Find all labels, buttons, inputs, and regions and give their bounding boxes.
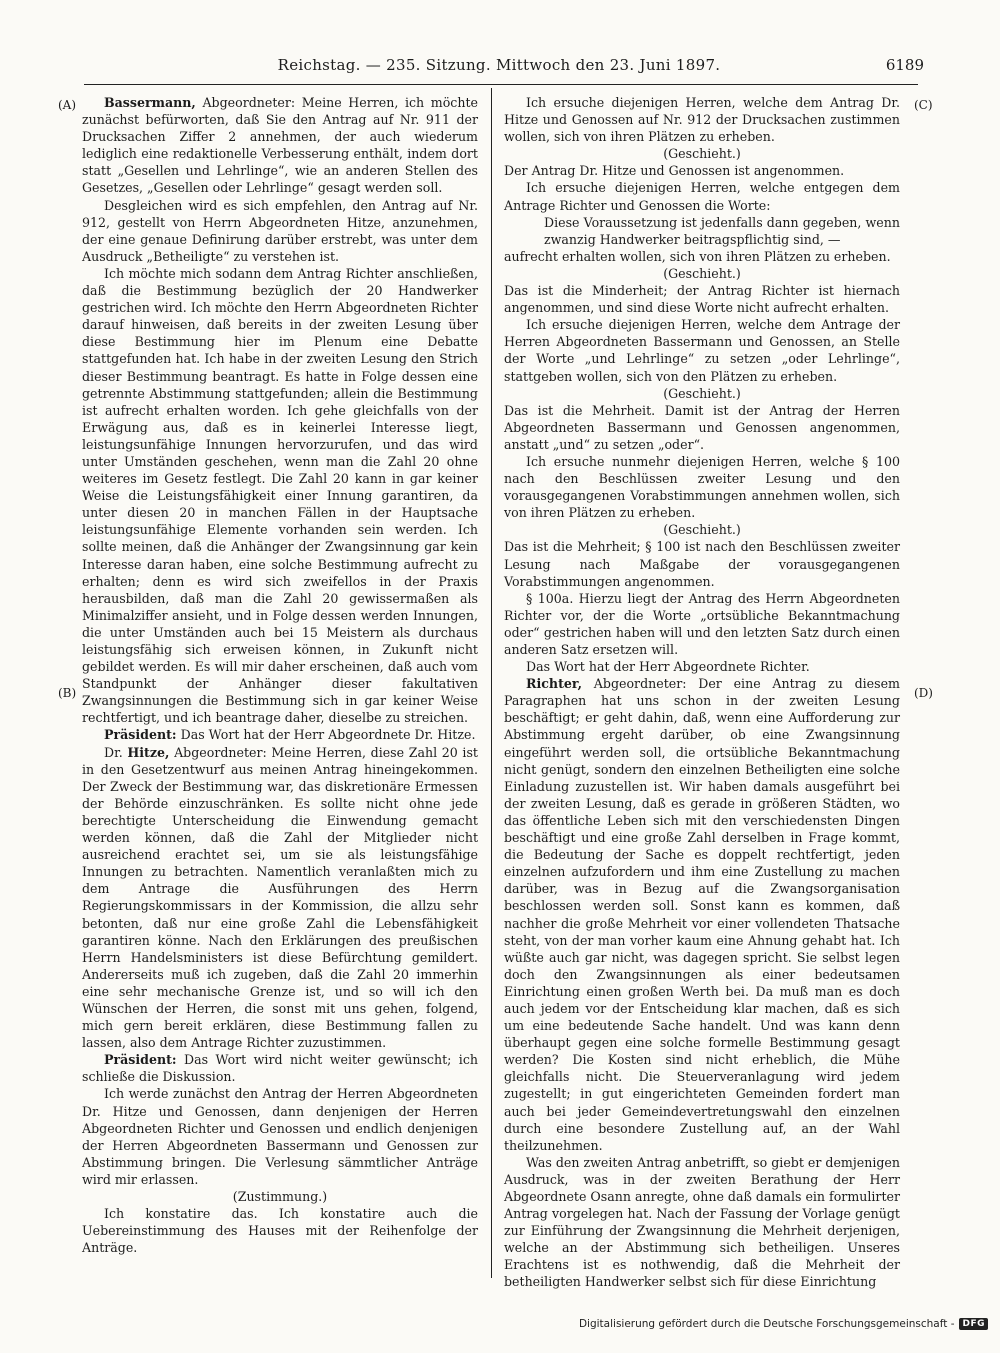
paragraph: Desgleichen wird es sich empfehlen, den Antrag auf Nr. 912, gestellt von Herrn Abgeordneten Hitze, anzunehmen, der eine genaue Definirung darüber erstrebt, was unter dem Ausdruck „Betheiligte“ zu verstehen ist. xyxy=(82,197,478,264)
paragraph: aufrecht erhalten wollen, sich von ihren Plätzen zu erheben. xyxy=(504,248,891,264)
dfg-logo: DFG xyxy=(959,1318,988,1330)
paragraph: Präsident: Das Wort wird nicht weiter gewünscht; ich schließe die Diskussion. xyxy=(82,1052,478,1085)
paragraph: Ich möchte mich sodann dem Antrag Richter anschließen, daß die Bestimmung bezüglich der 20 Handwerker gestrichen wird. Ich möchte den Herrn Abgeordneten Richter darauf hinweisen, daß bereits in der zweiten Lesung über diese Bestimmung hier im Plenum eine Debatte stattgefunden hat. Ich habe in der zweiten Lesung den Strich dieser Bestimmung beantragt. Es hatte in Folge dessen eine getrennte Abstimmung stattgefunden; allein die Bestimmung ist aufrecht erhalten worden. Ich gehe gleichfalls von der Erwägung aus, daß es in keinerlei Interesse liegt, leistungsunfähige Innungen hervorzurufen, und das wird unter Umständen geschehen, wenn man die Zahl 20 ohne weiteres im Gesetz festlegt. Die Zahl 20 kann in gar keiner Weise die Leistungsfähigkeit einer Innung garantiren, da unter diesen 20 in manchen Fällen in der Hauptsache leistungsunfähige Elemente vorhanden sein werden. Ich sollte meinen, daß die Anhänger der Zwangsinnung gar kein Interesse daran haben, eine solche Bestimmung aufrecht zu erhalten; denn es wird sich zweifellos in der Praxis herausbilden, daß man die Zahl 20 gewissermaßen als Minimalziffer ansieht, und in Folge dessen werden Innungen, die unter Umständen auch bei 15 Meistern als durchaus leistungsfähig sich erweisen können, in Zukunft nicht gebildet werden. Es will mir daher erscheinen, daß auch vom Standpunkt der Anhänger dieser fakultativen Zwangsinnungen die Bestimmung sich in gar keiner Weise rechtfertigt, und ich beantrage daher, dieselbe zu streichen. xyxy=(82,265,479,726)
speaker-name: Präsident: xyxy=(104,727,177,743)
paragraph: Ich ersuche diejenigen Herren, welche entgegen dem Antrage Richter und Genossen die Worte: xyxy=(504,180,900,213)
speaker-name: Hitze, xyxy=(127,744,170,760)
paragraph: Das ist die Mehrheit; § 100 ist nach den Beschlüssen zweiter Lesung nach Maßgabe der vorausgegangenen Vorabstimmungen angenommen. xyxy=(504,539,900,589)
paragraph: Der Antrag Dr. Hitze und Genossen ist angenommen. xyxy=(504,163,845,179)
paragraph: Bassermann, Abgeordneter: Meine Herren, ich möchte zunächst befürworten, daß Sie den Antrag auf Nr. 911 der Drucksachen Ziffer 2 annehmen, der auch wiederum lediglich eine redaktionelle Verbesserung enthält, indem dort statt „Gesellen und Lehrlinge“, wie an anderen Stellen des Gesetzes, „Gesellen oder Lehrlinge“ gesagt werden soll. xyxy=(82,95,478,196)
paragraph: Das ist die Mehrheit. Damit ist der Antrag der Herren Abgeordneten Bassermann und Genossen angenommen, anstatt „und“ zu setzen „oder“. xyxy=(504,402,900,452)
paragraph: Dr. Hitze, Abgeordneter: Meine Herren, diese Zahl 20 ist in den Gesetzentwurf aus meinen Antrag hineingekommen. Der Zweck der Bestimmung war, das diskretionäre Ermessen der Behörde einzuschränken. Es sollte nicht ohne jede berechtigte Unterscheidung die Einwendung gemacht werden können, daß die Zahl der Mitglieder nicht ausreichend erachtet sei, um sie als leistungsfähige Innungen zu betrachten. Namentlich veranlaßten mich zu dem Antrage die Ausführungen des Herrn Regierungskommissars in der Kommission, die allzu sehr betonten, daß nur eine große Zahl die Lebensfähigkeit garantiren könne. Nach den Erklärungen des preußischen Herrn Handelsministers ist diese Befürchtung gemildert. Andererseits muß ich zugeben, daß die Zahl 20 immerhin eine sehr mechanische Grenze ist, und so will ich den Wünschen der Herren, die sonst mit uns gehen, folgend, mich gern bereit erklären, diese Bestimmung fallen zu lassen, also dem Antrage Richter zuzustimmen. xyxy=(82,744,478,1051)
stage-direction: (Geschieht.) xyxy=(663,146,741,162)
paragraph: Ich ersuche nunmehr diejenigen Herren, welche § 100 nach den Beschlüssen zweiter Lesung und den vorausgegangenen Vorabstimmungen annehmen wollen, sich von ihren Plätzen zu erheben. xyxy=(504,453,900,521)
paragraph: Ich ersuche diejenigen Herren, welche dem Antrage der Herren Abgeordneten Bassermann und Genossen, an Stelle der Worte „und Lehrlinge“ zu setzen „oder Lehrlinge“, stattgeben wollen, sich von den Plätzen zu erheben. xyxy=(504,317,900,384)
page-header xyxy=(84,56,924,78)
digitization-credit xyxy=(579,1318,988,1330)
stage-direction: (Geschieht.) xyxy=(663,265,741,281)
paragraph: Ich werde zunächst den Antrag der Herren Abgeordneten Dr. Hitze und Genossen, dann denjenigen der Herren Abgeordneten Richter und Genossen und endlich denjenigen der Herren Abgeordneten Bassermann und Genossen zur Abstimmung bringen. Die Verlesung sämmtlicher Anträge wird mir erlassen. xyxy=(82,1086,478,1187)
paragraph: Das ist die Minderheit; der Antrag Richter ist hiernach angenommen, und sind diese Worte nicht aufrecht erhalten. xyxy=(504,283,900,316)
paragraph: Ich konstatire das. Ich konstatire auch die Uebereinstimmung des Hauses mit der Reihenfolge der Anträge. xyxy=(82,1206,478,1256)
left-column xyxy=(82,94,478,1280)
page-number: 6189 xyxy=(885,56,924,74)
margin-marker-d: (D) xyxy=(914,686,933,700)
header-rule xyxy=(84,84,918,85)
paragraph: Richter, Abgeordneter: Der eine Antrag zu diesem Paragraphen hat uns schon in der zweiten Lesung beschäftigt; er geht dahin, daß, wenn eine Aufforderung zur Abstimmung ergeht darüber, ob eine Zwangsinnung eingeführt werden soll, die ortsübliche Bekanntmachung nicht genügt, sondern den einzelnen Betheiligten eine solche Einladung zuzustellen ist. Wir haben damals ausgeführt bei der zweiten Lesung, daß es gerade in größeren Städten, wo das öffentliche Leben sich mit den verschiedensten Dingen beschäftigt und eine große Zahl derselben in Frage kommt, die Bedeutung der Sache es doppelt rechtfertigt, jeden einzelnen aufzufordern und ihm eine Zustellung zu machen darüber, was in Bezug auf die Zwangsorganisation beschlossen werden soll. Sonst kann es kommen, daß nachher die große Mehrheit vor einer vollendeten Thatsache steht, von der man vorher kaum eine Ahnung gehabt hat. Ich wüßte auch gar nicht, was dagegen spricht. Sie selbst legen doch den Zwangsinnungen als einer bedeutsamen Einrichtung einen großen Werth bei. Da muß man es doch auch jedem vor der Entscheidung klar machen, daß es sich um eine bedeutende Sache handelt. Und was kann denn überhaupt gegen eine solche formelle Bestimmung gesagt werden? Die Kosten sind nicht erheblich, die Mühe gleichfalls nicht. Die Steuerveranlagung wird jedem zugestellt; in gut eingerichteten Gemeinden fordert man auch bei jeder Gemeindevertretungswahl den einzelnen durch eine besondere Zustellung auf, an der Wahl theilzunehmen. xyxy=(504,676,900,1153)
margin-marker-a: (A) xyxy=(58,98,77,112)
speaker-name: Präsident: xyxy=(104,1052,177,1068)
paragraph: Was den zweiten Antrag anbetrifft, so giebt er demjenigen Ausdruck, was in der zweiten Berathung der Herr Abgeordnete Osann anregte, ohne daß damals ein formulirter Antrag vorgelegen hat. Nach der Fassung der Vorlage genügt zur Einführung der Zwangsinnung die Mehrheit derjenigen, welche an der Abstimmung sich betheiligen. Unseres Erachtens ist es nothwendig, daß die Mehrheit der betheiligten Handwerker selbst sich für diese Einrichtung xyxy=(504,1154,900,1290)
right-column xyxy=(504,94,900,1290)
paragraph: Das Wort hat der Herr Abgeordnete Richter. xyxy=(526,659,810,675)
margin-marker-c: (C) xyxy=(914,98,933,112)
stage-direction: (Zustimmung.) xyxy=(232,1189,328,1204)
margin-marker-b: (B) xyxy=(58,686,77,700)
speaker-name: Richter, xyxy=(526,676,583,692)
stage-direction: (Geschieht.) xyxy=(663,522,741,538)
paragraph: § 100a. Hierzu liegt der Antrag des Herrn Abgeordneten Richter vor, der die Worte „ortsübliche Bekanntmachung oder“ gestrichen haben will und den letzten Satz durch einen anderen Satz ersetzen will. xyxy=(504,590,900,657)
credit-text: Digitalisierung gefördert durch die Deutsche Forschungsgemeinschaft - xyxy=(578,1318,955,1330)
stage-direction: (Geschieht.) xyxy=(663,385,741,401)
speaker-name: Bassermann, xyxy=(104,95,196,110)
paragraph: Ich ersuche diejenigen Herren, welche dem Antrag Dr. Hitze und Genossen auf Nr. 912 der Drucksachen zustimmen wollen, sich von ihren Plätzen zu erheben. xyxy=(504,95,900,145)
quoted-passage: Diese Voraussetzung ist jedenfalls dann gegeben, wenn zwanzig Handwerker beitragspflichtig sind, — xyxy=(544,214,900,247)
paragraph: Präsident: Das Wort hat der Herr Abgeordnete Dr. Hitze. xyxy=(104,727,476,743)
column-divider xyxy=(491,88,492,1278)
running-title: Reichstag. — 235. Sitzung. Mittwoch den 23. Juni 1897. xyxy=(277,56,721,74)
